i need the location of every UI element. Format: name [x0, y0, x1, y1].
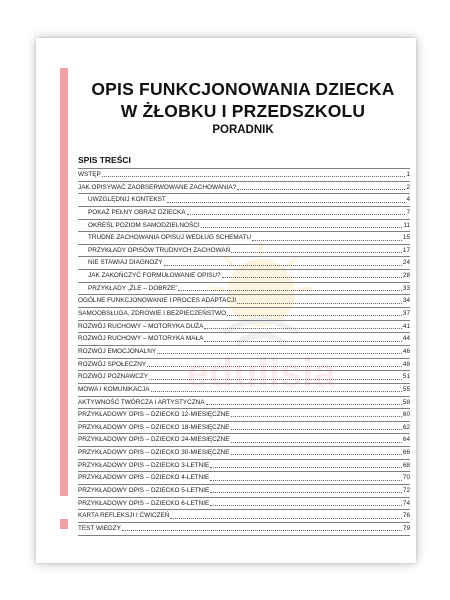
toc-entry-page: 28: [402, 272, 410, 280]
toc-entry-page: 72: [402, 487, 410, 495]
toc-dot-leader: [147, 366, 402, 367]
toc-entry-label: MOWA I KOMUNIKACJA: [78, 385, 150, 393]
toc-dot-leader: [237, 303, 402, 304]
toc-entry-page: 41: [402, 322, 410, 330]
toc-entry-label: JAK OPISYWAĆ ZAOBSERWOWANE ZACHOWANIA?: [78, 183, 237, 191]
toc-entry-page: 68: [402, 461, 410, 469]
toc-entry-label: PRZYKŁADOWY OPIS – DZIECKO 6-LETNIE: [78, 499, 210, 507]
toc-entry-label: PRZYKŁADY „ŹLE – DOBRZE”: [88, 284, 178, 292]
toc-dot-leader: [210, 492, 402, 493]
toc-entry[interactable]: [78, 359, 410, 372]
toc-entry-label: TEST WIEDZY: [78, 524, 121, 532]
toc-entry-label: OKREŚL POZIOM SAMODZIELNOŚCI: [88, 221, 200, 229]
toc-dot-leader: [206, 404, 402, 405]
toc-entry[interactable]: [78, 182, 410, 195]
toc-entry[interactable]: [78, 447, 410, 460]
toc-entry[interactable]: [78, 194, 410, 207]
toc-entry-label: NIE STAWIAJ DIAGNOZY: [88, 259, 163, 267]
toc-dot-leader: [164, 265, 402, 266]
toc-dot-leader: [178, 290, 402, 291]
toc-entry-label: OGÓLNE FUNKCJONOWANIE I PROCES ADAPTACJI: [78, 297, 237, 305]
toc-entry-label: PRZYKŁADOWY OPIS – DZIECKO 3-LETNIE: [78, 461, 210, 469]
toc-dot-leader: [227, 315, 402, 316]
toc-entry-page: 33: [402, 284, 410, 292]
toc-entry-label: KARTA REFLEKSJI I ĆWICZEŃ: [78, 512, 170, 520]
toc-dot-leader: [222, 277, 402, 278]
toc-entry[interactable]: [78, 245, 410, 258]
toc-entry-label: UWZGLĘDNIJ KONTEKST: [88, 196, 166, 204]
toc-entry-label: ROZWÓJ POZNAWCZY: [78, 373, 149, 381]
toc-dot-leader: [210, 480, 402, 481]
toc-entry[interactable]: [78, 472, 410, 485]
title-line-1: OPIS FUNKCJONOWANIA DZIECKA: [91, 79, 395, 99]
title-line-2: W ŻŁOBKU I PRZEDSZKOLU: [120, 101, 366, 121]
toc-entry-page: 11: [403, 221, 410, 229]
toc-entry-label: ROZWÓJ RUCHOWY – MOTORYKA DUŻA: [78, 322, 204, 330]
document-title: [76, 78, 410, 122]
toc-entry[interactable]: [78, 346, 410, 359]
toc-dot-leader: [231, 454, 402, 455]
toc-entry-label: SAMOOBSŁUGA, ZDROWIE I BEZPIECZEŃSTWO: [78, 310, 227, 318]
toc-entry-label: PRZYKŁADOWY OPIS – DZIECKO 30-MIESIĘCZNE: [78, 449, 230, 457]
toc-entry[interactable]: [78, 283, 410, 296]
toc-entry-label: WSTĘP: [78, 171, 101, 178]
toc-list: [78, 168, 410, 536]
toc-entry[interactable]: [78, 510, 410, 523]
toc-dot-leader: [231, 429, 402, 430]
accent-bar-footer: [60, 519, 68, 529]
watermark-text: edulisia: [186, 351, 336, 388]
toc-entry-label: PRZYKŁADOWY OPIS – DZIECKO 12-MIESIĘCZNE: [78, 411, 230, 419]
toc-entry[interactable]: [78, 434, 410, 447]
toc-entry-page: 79: [402, 524, 410, 532]
toc-entry-page: 24: [402, 259, 410, 267]
toc-entry-page: 55: [402, 385, 410, 393]
toc-dot-leader: [122, 530, 402, 531]
toc-entry-page: 15: [402, 234, 410, 242]
toc-entry[interactable]: [78, 523, 410, 536]
document-page: [36, 38, 416, 563]
toc-entry-label: JAK ZAKOŃCZYĆ FORMUŁOWANIE OPISU?: [88, 272, 221, 280]
toc-entry-label: PRZYKŁADOWY OPIS – DZIECKO 5-LETNIE: [78, 487, 210, 495]
toc-entry-label: ROZWÓJ SPOŁECZNY: [78, 360, 147, 368]
toc-entry-label: AKTYWNOŚĆ TWÓRCZA I ARTYSTYCZNA: [78, 398, 205, 406]
toc-entry[interactable]: [78, 321, 410, 334]
toc-entry-page: 70: [402, 474, 410, 482]
toc-entry-label: ROZWÓJ EMOCJONALNY: [78, 347, 157, 355]
toc-entry-page: 76: [402, 512, 410, 520]
toc-entry-label: PRZYKŁADOWY OPIS – DZIECKO 18-MIESIĘCZNE: [78, 423, 230, 431]
toc-entry-page: 60: [402, 411, 410, 419]
toc-entry-page: 64: [402, 436, 410, 444]
toc-dot-leader: [167, 202, 406, 203]
toc-entry[interactable]: [78, 460, 410, 473]
toc-entry[interactable]: [78, 422, 410, 435]
toc-entry[interactable]: [78, 308, 410, 321]
toc-entry-label: PRZYKŁADOWY OPIS – DZIECKO 24-MIESIĘCZNE: [78, 436, 230, 444]
toc-entry[interactable]: [78, 220, 410, 233]
table-of-contents: [78, 155, 410, 536]
toc-entry-page: 17: [402, 246, 410, 254]
toc-entry-page: 37: [402, 310, 410, 318]
toc-entry-label: POKAŻ PEŁNY OBRAZ DZIECKA: [88, 208, 186, 216]
toc-entry-label: PRZYKŁADOWY OPIS – DZIECKO 4-LETNIE: [78, 474, 210, 482]
toc-dot-leader: [151, 391, 402, 392]
toc-entry[interactable]: [78, 168, 410, 182]
toc-entry-page: 2: [406, 183, 410, 191]
toc-dot-leader: [252, 240, 402, 241]
toc-entry-label: PRZYKŁADY OPISÓW TRUDNYCH ZACHOWAŃ: [88, 246, 231, 254]
toc-entry[interactable]: [78, 295, 410, 308]
toc-entry[interactable]: [78, 498, 410, 511]
toc-entry-page: 51: [402, 373, 410, 381]
toc-entry[interactable]: [78, 384, 410, 397]
toc-entry[interactable]: [78, 409, 410, 422]
toc-entry-page: 58: [402, 398, 410, 406]
toc-dot-leader: [170, 518, 402, 519]
toc-entry-label: TRUDNE ZACHOWANIA OPISUJ WEDŁUG SCHEMATU: [88, 234, 251, 242]
toc-entry-page: 34: [402, 297, 410, 305]
document-subtitle: PORADNIK: [212, 124, 274, 136]
toc-entry[interactable]: [78, 371, 410, 384]
toc-entry-page: 66: [402, 449, 410, 457]
toc-entry[interactable]: [78, 257, 410, 270]
toc-entry-page: 1: [406, 171, 410, 178]
toc-dot-leader: [237, 189, 405, 190]
toc-dot-leader: [102, 176, 406, 177]
toc-entry[interactable]: [78, 397, 410, 410]
toc-entry-page: 7: [406, 208, 410, 216]
toc-entry[interactable]: [78, 232, 410, 245]
toc-dot-leader: [157, 353, 402, 354]
toc-entry[interactable]: [78, 270, 410, 283]
toc-entry[interactable]: [78, 485, 410, 498]
toc-dot-leader: [210, 505, 402, 506]
toc-entry-page: 62: [402, 423, 410, 431]
toc-heading: SPIS TREŚCI: [78, 155, 131, 165]
toc-dot-leader: [231, 442, 402, 443]
toc-entry-page: 48: [402, 360, 410, 368]
toc-dot-leader: [231, 416, 402, 417]
toc-dot-leader: [201, 227, 403, 228]
toc-dot-leader: [210, 467, 402, 468]
toc-entry-label: ROZWÓJ RUCHOWY – MOTORYKA MAŁA: [78, 335, 204, 343]
toc-entry[interactable]: [78, 333, 410, 346]
toc-dot-leader: [204, 328, 402, 329]
toc-dot-leader: [187, 214, 406, 215]
toc-dot-leader: [204, 341, 402, 342]
toc-entry[interactable]: [78, 207, 410, 220]
toc-entry-page: 44: [402, 335, 410, 343]
toc-entry-page: 46: [402, 347, 410, 355]
toc-dot-leader: [149, 379, 402, 380]
toc-dot-leader: [231, 252, 402, 253]
accent-bar: [60, 68, 68, 496]
toc-entry-page: 74: [402, 499, 410, 507]
toc-entry-page: 4: [406, 196, 410, 204]
